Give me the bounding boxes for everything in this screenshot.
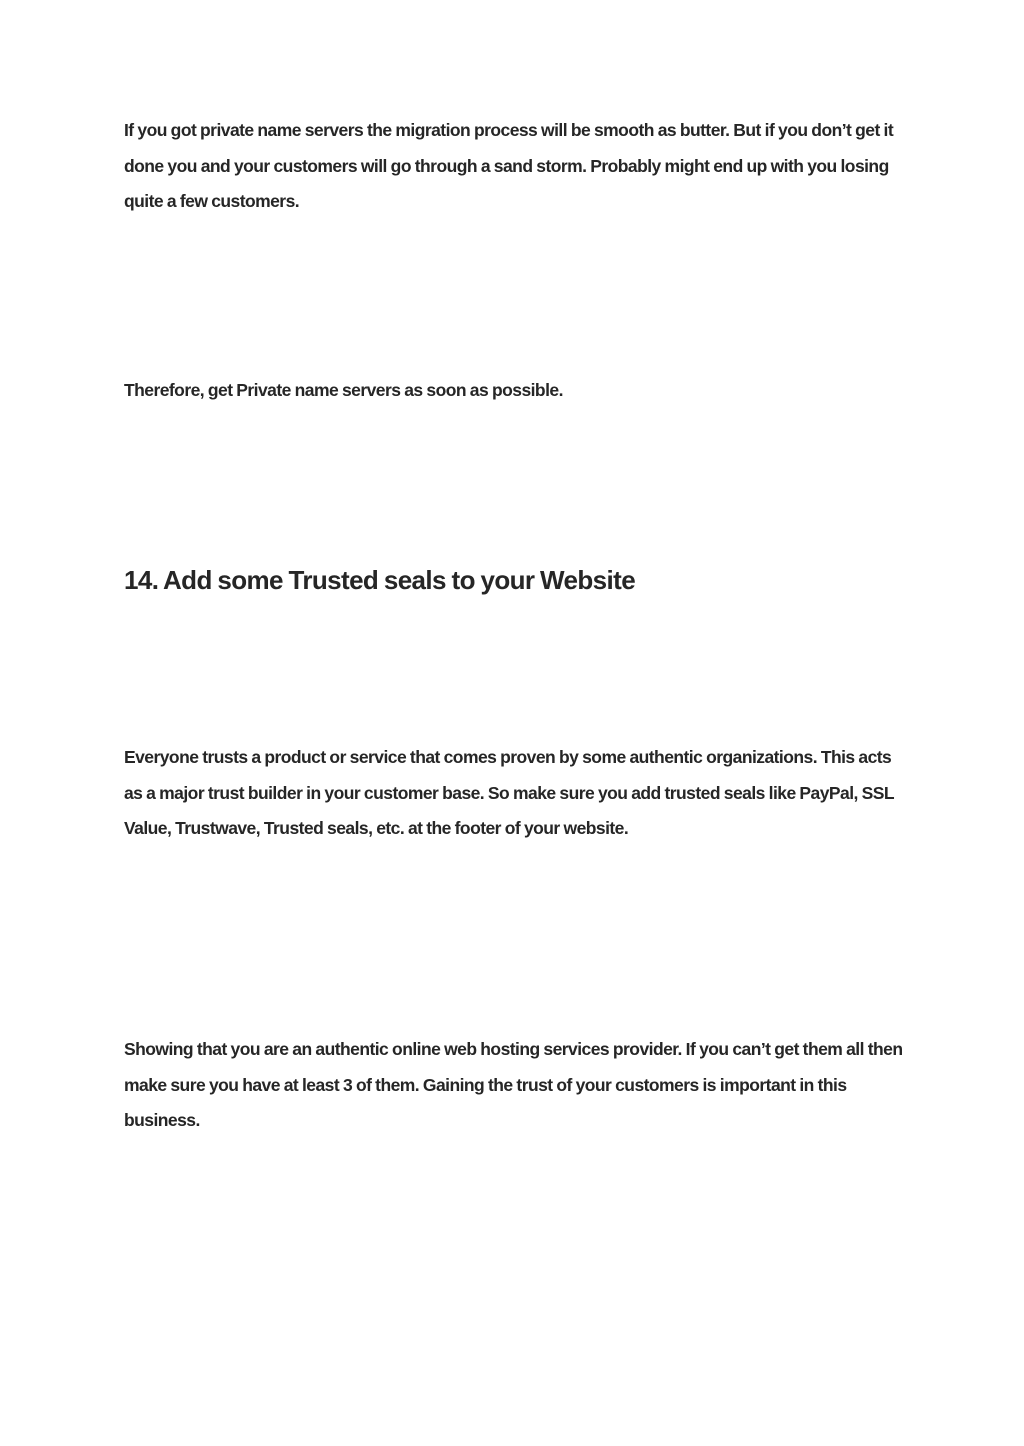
section-heading-trusted-seals: 14. Add some Trusted seals to your Website (124, 565, 636, 595)
paragraph-get-private-name-servers: Therefore, get Private name servers as soon as possible. (124, 380, 563, 400)
paragraph-trust-builder: Everyone trusts a product or service that comes proven by some authentic organizations. This acts as a major trust builder in your customer base. So make sure you add trusted seals like PayPal, SSL Value, Trustwave, Trusted seals, etc. at the footer of your website. (124, 747, 894, 838)
paragraph-name-servers-migration: If you got private name servers the migration process will be smooth as butter. But if you don’t get it done you and your customers will go through a sand storm. Probably might end up with you losing quite a few customers. (124, 120, 894, 211)
paragraph-authentic-provider: Showing that you are an authentic online web hosting services provider. If you can’t get them all then make sure you have at least 3 of them. Gaining the trust of your customers is important in this business. (124, 1039, 903, 1130)
